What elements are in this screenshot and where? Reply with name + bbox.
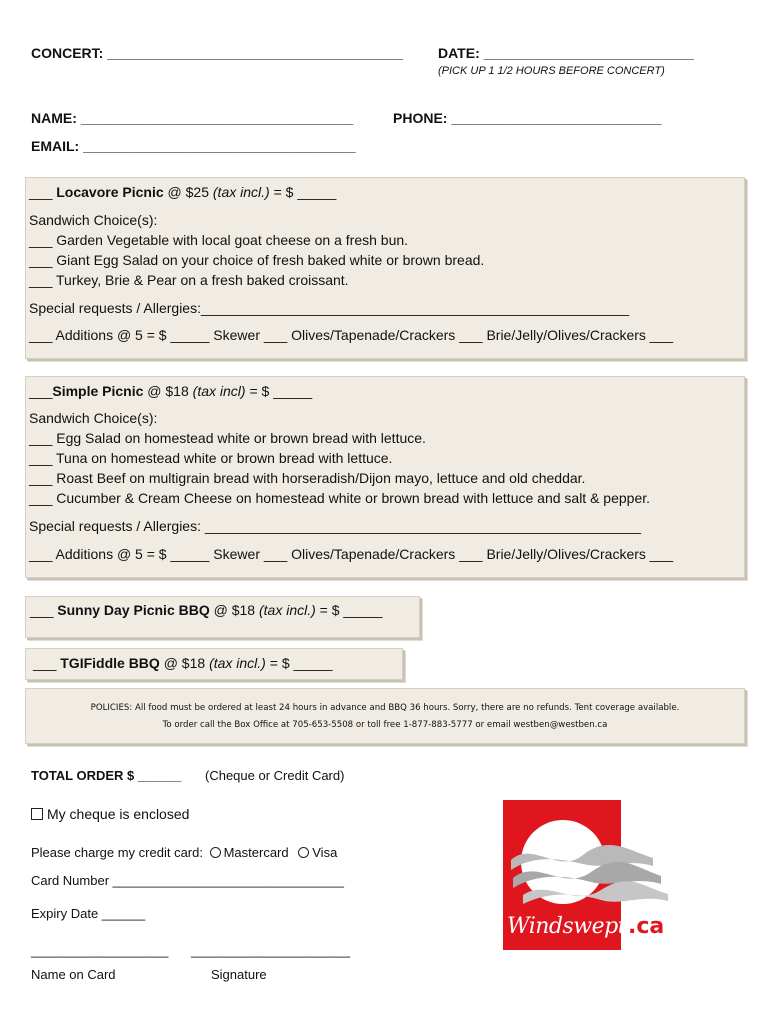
sunny-tax: (tax incl.)	[258, 602, 316, 618]
tgi-title[interactable]	[33, 653, 332, 673]
simple-tax: (tax incl)	[192, 383, 246, 399]
charge-label: Please charge my credit card:	[31, 845, 203, 860]
cheque-checkbox[interactable]	[31, 808, 43, 820]
locavore-total[interactable]: = $ _____	[269, 184, 337, 200]
email-field[interactable]: EMAIL: ___________________________________	[31, 138, 356, 154]
cheque-option[interactable]	[31, 806, 189, 822]
locavore-name: Locavore Picnic	[56, 184, 164, 200]
policies-section	[25, 688, 745, 744]
windswept-logo	[503, 800, 665, 950]
locavore-special-requests[interactable]: Special requests / Allergies:_______________________________________________________	[29, 300, 630, 316]
simple-name: Simple Picnic	[52, 383, 144, 399]
simple-total[interactable]: = $ _____	[245, 383, 313, 399]
locavore-item[interactable]: ___ Garden Vegetable with local goat cheese on a fresh bun.	[29, 232, 409, 248]
locavore-additions[interactable]: ___ Additions @ 5 = $ _____ Skewer ___ Olives/Tapenade/Crackers ___ Brie/Jelly/Olives/Crackers ___	[29, 327, 674, 343]
tgi-name: TGIFiddle BBQ	[60, 655, 160, 671]
tgi-total[interactable]: = $ _____	[265, 655, 333, 671]
sunny-name: Sunny Day Picnic BBQ	[57, 602, 210, 618]
mastercard-label: Mastercard	[223, 845, 289, 860]
sunny-price: @ $18	[209, 602, 259, 618]
policies-line-1: POLICIES: All food must be ordered at least 24 hours in advance and BBQ 36 hours. Sorry, there are no refunds. Tent coverage available.	[90, 703, 680, 713]
locavore-price: @ $25	[163, 184, 213, 200]
simple-picnic-section	[25, 376, 745, 578]
simple-title[interactable]	[29, 381, 312, 401]
visa-radio[interactable]	[298, 847, 309, 858]
credit-card-choice	[31, 845, 337, 860]
locavore-picnic-section	[25, 177, 745, 359]
tgifiddle-bbq-section	[25, 648, 403, 680]
policies-line-2: To order call the Box Office at 705-653-5508 or toll free 1-877-883-5777 or email westben@westben.ca	[162, 720, 608, 730]
signature-label: Signature	[211, 967, 267, 982]
simple-qty[interactable]: ___	[29, 383, 53, 399]
name-field[interactable]: NAME: ___________________________________	[31, 110, 354, 126]
locavore-choice-heading: Sandwich Choice(s):	[29, 212, 158, 228]
card-number-field[interactable]: Card Number ________________________________	[31, 873, 344, 888]
simple-item[interactable]: ___ Egg Salad on homestead white or brown bread with lettuce.	[29, 430, 426, 446]
locavore-qty[interactable]: ___	[29, 184, 57, 200]
simple-item[interactable]: ___ Cucumber & Cream Cheese on homestead white or brown bread with lettuce and salt & pepper.	[29, 490, 651, 506]
expiry-date-field[interactable]: Expiry Date ______	[31, 906, 146, 921]
simple-price: @ $18	[143, 383, 193, 399]
name-on-card-label: Name on Card	[31, 967, 116, 982]
signature-line[interactable]: ______________________	[191, 943, 351, 958]
simple-additions[interactable]: ___ Additions @ 5 = $ _____ Skewer ___ Olives/Tapenade/Crackers ___ Brie/Jelly/Olives/Crackers ___	[29, 546, 674, 562]
total-order-note: (Cheque or Credit Card)	[205, 768, 345, 783]
tgi-price: @ $18	[159, 655, 210, 671]
pickup-note: (PICK UP 1 1/2 HOURS BEFORE CONCERT)	[438, 65, 665, 77]
logo-text: Windswept	[507, 914, 627, 939]
tgi-qty[interactable]: ___	[33, 655, 61, 671]
locavore-item[interactable]: ___ Giant Egg Salad on your choice of fresh baked white or brown bread.	[29, 252, 485, 268]
tgi-tax: (tax incl.)	[209, 655, 266, 671]
sunny-qty[interactable]: ___	[30, 602, 58, 618]
visa-label: Visa	[312, 845, 338, 860]
total-order-field[interactable]: TOTAL ORDER $ ______	[31, 768, 182, 783]
cheque-label: My cheque is enclosed	[47, 806, 190, 822]
mastercard-radio[interactable]	[210, 847, 221, 858]
sunny-day-bbq-section	[25, 596, 420, 638]
sunny-total[interactable]: = $ _____	[315, 602, 383, 618]
phone-field[interactable]: PHONE: ___________________________	[393, 110, 662, 126]
simple-special-requests[interactable]: Special requests / Allergies: ________________________________________________________	[29, 518, 641, 534]
concert-field[interactable]: CONCERT: ______________________________________	[31, 45, 404, 61]
locavore-tax: (tax incl.)	[212, 184, 270, 200]
sunny-title[interactable]	[30, 600, 382, 620]
simple-item[interactable]: ___ Roast Beef on multigrain bread with horseradish/Dijon mayo, lettuce and old cheddar.	[29, 470, 586, 486]
name-on-card-line[interactable]: ___________________	[31, 943, 169, 958]
simple-choice-heading: Sandwich Choice(s):	[29, 410, 158, 426]
date-field[interactable]: DATE: ___________________________	[438, 45, 694, 61]
simple-item[interactable]: ___ Tuna on homestead white or brown bread with lettuce.	[29, 450, 393, 466]
locavore-item[interactable]: ___ Turkey, Brie & Pear on a fresh baked croissant.	[29, 272, 349, 288]
logo-suffix: .ca	[628, 914, 665, 939]
locavore-title[interactable]	[29, 182, 336, 202]
